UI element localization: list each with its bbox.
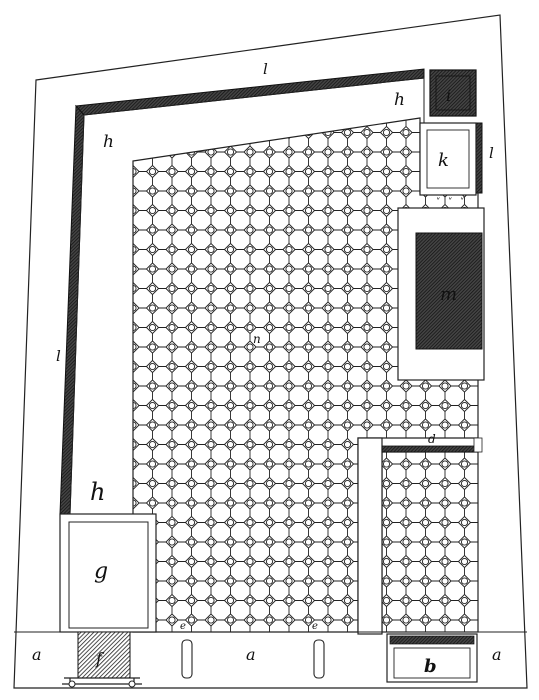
label-b: b xyxy=(424,656,437,677)
label-e-right: e xyxy=(312,621,318,632)
label-g: g xyxy=(94,559,109,584)
label-h-top: h xyxy=(394,90,405,110)
label-d: d xyxy=(428,432,436,446)
post-left xyxy=(182,640,192,678)
label-a-right: a xyxy=(492,645,502,664)
label-l-left: l xyxy=(56,347,61,365)
label-l-top: l xyxy=(263,60,268,78)
wall-d xyxy=(382,446,478,452)
post-right xyxy=(314,640,324,678)
label-a-left: a xyxy=(32,645,42,664)
wall-l-right xyxy=(476,123,482,193)
label-n: n xyxy=(253,332,261,346)
label-a-center: a xyxy=(246,645,256,664)
tile-floor-right-lower xyxy=(382,452,478,632)
label-e-left: e xyxy=(180,621,186,632)
marker-y-2: ˅ xyxy=(448,198,453,208)
entry-f xyxy=(78,632,130,678)
room-i-inner xyxy=(436,76,470,110)
wall-d-stub xyxy=(474,438,482,452)
room-g xyxy=(69,522,148,628)
central-pier xyxy=(358,438,382,634)
label-f: f xyxy=(96,649,102,668)
label-l-right: l xyxy=(489,144,494,162)
room-b-hatch xyxy=(390,636,474,644)
label-m: m xyxy=(440,284,458,305)
marker-y-3: ˅ xyxy=(460,198,465,208)
entry-f-knob-right xyxy=(129,681,135,687)
label-k: k xyxy=(438,150,449,171)
label-h-left: h xyxy=(103,132,114,152)
entry-f-knob-left xyxy=(69,681,75,687)
marker-y-1: ˅ xyxy=(436,198,441,208)
label-i: i xyxy=(446,86,452,105)
label-h-bottom: h xyxy=(90,478,106,506)
